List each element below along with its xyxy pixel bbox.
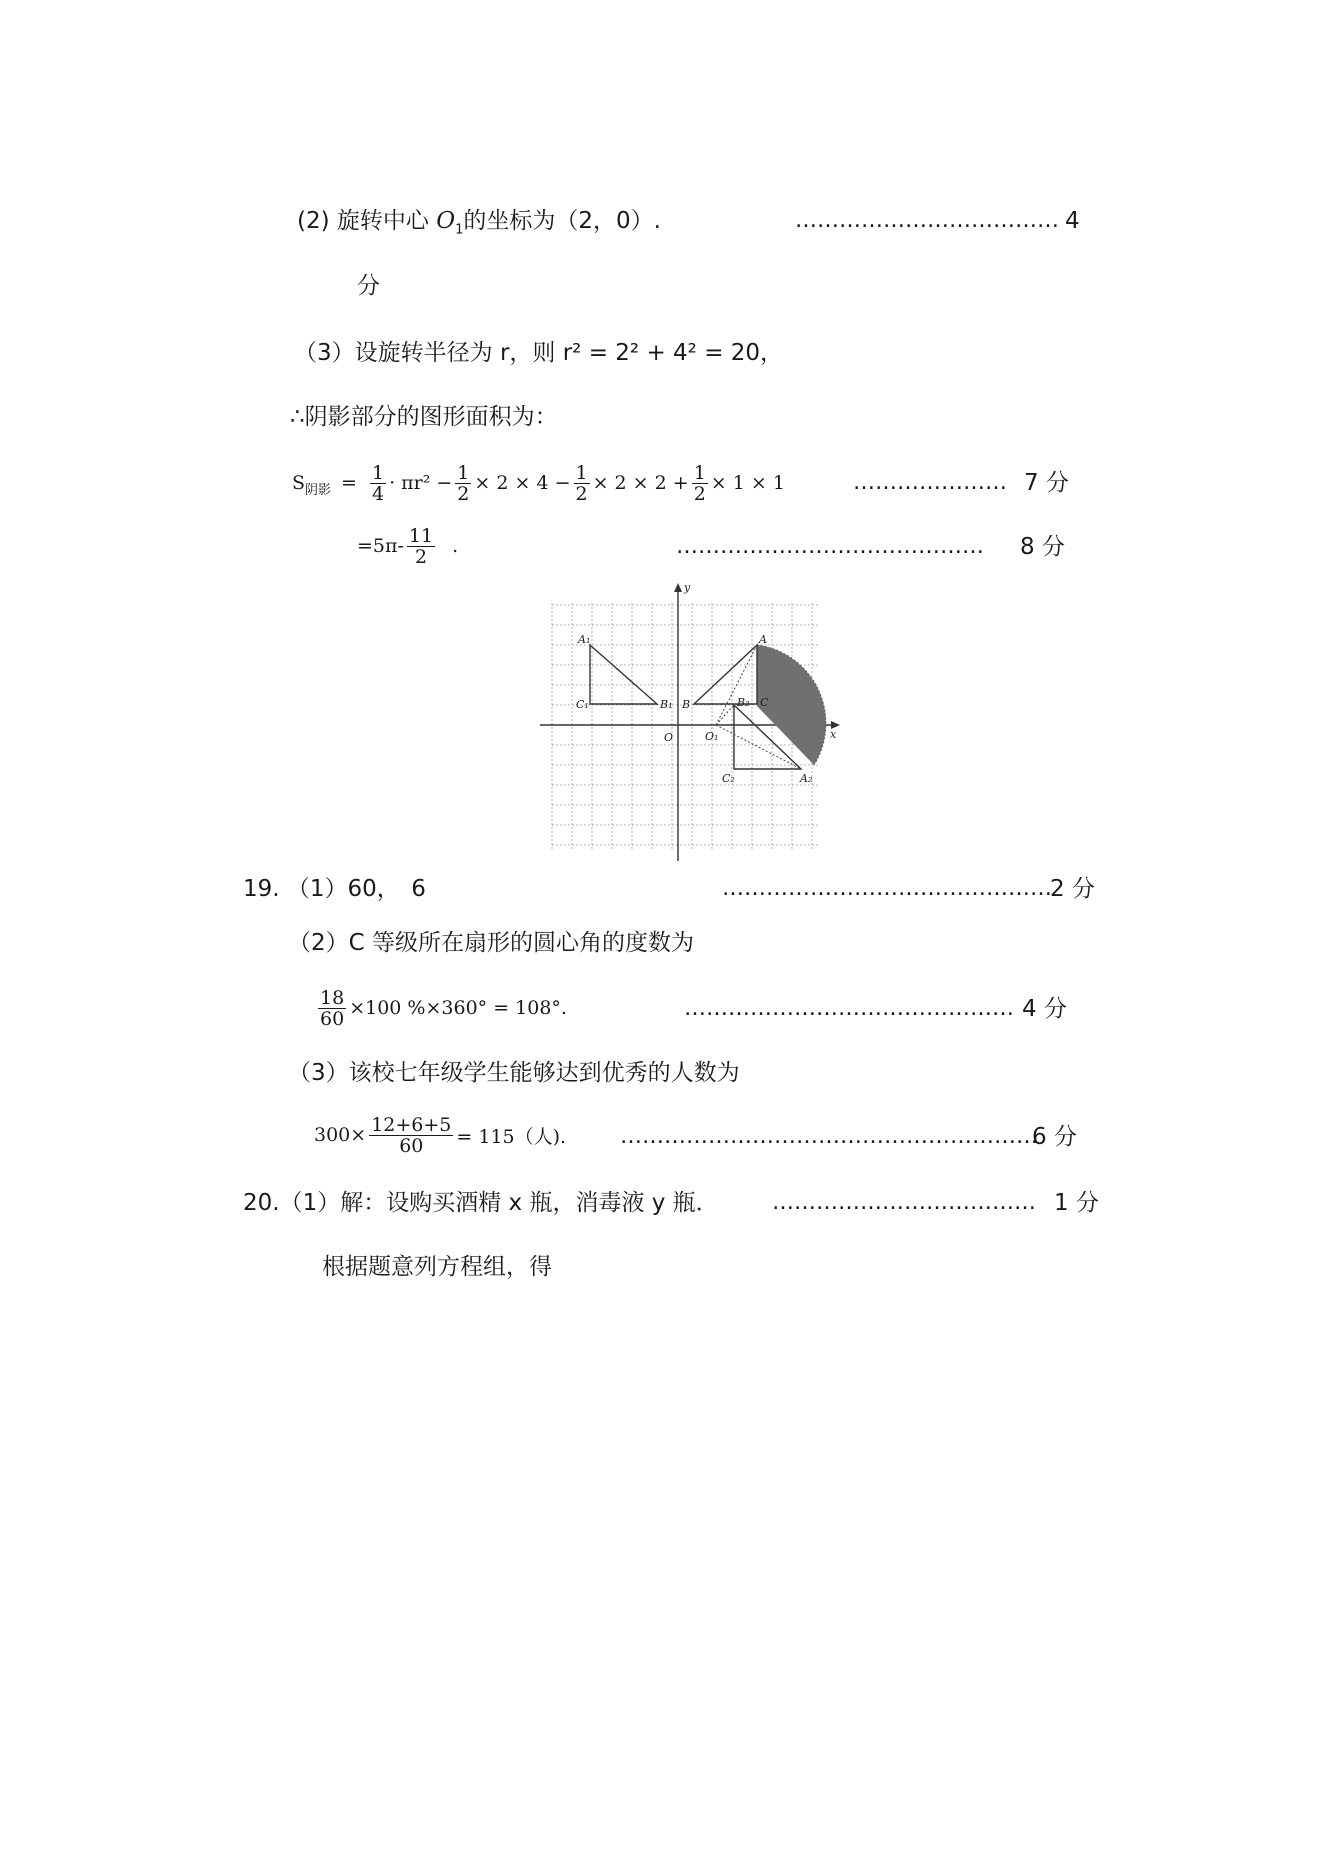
angle-result: ×100 %×360° = 108°.: [349, 997, 567, 1019]
q19-part3: （3）该校七年级学生能够达到优秀的人数为: [288, 1060, 740, 1086]
rotation-center-line: [297, 206, 661, 246]
leader-dots: ………………………………………: [722, 876, 1052, 901]
label-a: A: [759, 633, 767, 646]
leader-dots: ………………………………: [795, 208, 1059, 233]
leader-dots: ………………………………: [772, 1190, 1036, 1215]
fraction-1-2: [574, 463, 590, 504]
frac-num: 1: [371, 461, 385, 484]
frac-num: 1: [457, 461, 470, 484]
s-symbol: S: [292, 472, 306, 494]
label-c2: C₂: [722, 772, 735, 785]
label-a2: A₂: [800, 772, 813, 785]
frac-den: 4: [371, 482, 385, 505]
score-value: 4: [1065, 208, 1080, 234]
q20-part1: 20.（1）解：设购买酒精 x 瓶，消毒液 y 瓶．: [243, 1190, 719, 1216]
q19-part1: 19. （1）60， 6: [243, 876, 426, 902]
rotation-center-coordinates: 的坐标为（2，0）.: [463, 208, 661, 234]
frac-num: 11: [408, 524, 434, 547]
label-o1: O₁: [705, 730, 719, 743]
frac-den: 2: [693, 482, 706, 505]
leader-dots: …………………………………………………: [620, 1124, 1038, 1149]
q19-angle-formula: [315, 980, 567, 1036]
fraction-1-4: [370, 463, 386, 504]
radius-line: （3）设旋转半径为 r，则 r² = 2² + 4² = 20，: [294, 340, 784, 366]
term-2: × 2 × 4 −: [474, 472, 571, 494]
frac-num: 12+6+5: [371, 1113, 452, 1136]
excellent-result: = 115（人).: [456, 1125, 567, 1148]
fraction-1-2: [692, 463, 708, 504]
score-value: 4 分: [1022, 996, 1067, 1022]
o1-symbol: O: [436, 208, 456, 234]
leader-dots: …………………: [853, 470, 1007, 495]
frac-den: 2: [457, 482, 470, 505]
frac-num: 18: [320, 986, 345, 1009]
area-result-prefix: =5π-: [357, 535, 404, 557]
frac-num: 1: [575, 461, 588, 484]
fraction-11-2: [407, 526, 435, 567]
s-subscript: 阴影: [305, 482, 332, 498]
frac-den: 60: [399, 1134, 424, 1157]
label-o: O: [664, 731, 674, 744]
triangle-a1b1c1: [590, 645, 657, 704]
label-x: x: [830, 728, 837, 741]
equals-sign: =: [341, 472, 357, 494]
frac-den: 2: [575, 482, 588, 505]
frac-den: 2: [414, 545, 428, 568]
o1-subscript: 1: [455, 222, 464, 238]
q20-part2: 根据题意列方程组，得: [322, 1254, 552, 1280]
label-c: C: [760, 696, 769, 709]
score-value: 8 分: [1020, 534, 1065, 560]
fraction-23-60: [369, 1115, 453, 1156]
frac-den: 60: [320, 1007, 345, 1030]
frac-num: 1: [693, 461, 706, 484]
fraction-18-60: [318, 988, 346, 1029]
label-b2: B₂: [737, 696, 750, 709]
shaded-area-heading: ∴阴影部分的图形面积为：: [290, 404, 558, 430]
fraction-1-2: [455, 463, 471, 504]
leader-dots: ………………………………………: [684, 996, 1014, 1021]
q19-part2: （2）C 等级所在扇形的圆心角的度数为: [288, 930, 695, 956]
area-formula: [292, 458, 785, 508]
q19-excellent-formula: [314, 1106, 566, 1164]
term-4: × 1 × 1: [710, 472, 785, 494]
rotation-center-text: (2) 旋转中心: [297, 208, 437, 234]
term-1: · πr² −: [389, 472, 453, 494]
score-value: 7 分: [1024, 470, 1069, 496]
score-value: 6 分: [1032, 1124, 1077, 1150]
term-3: × 2 × 2 +: [592, 472, 689, 494]
label-y: y: [684, 581, 691, 594]
formula-prefix: 300×: [314, 1124, 367, 1146]
label-c1: C₁: [576, 698, 589, 711]
label-b: B: [682, 698, 691, 711]
score-unit: 分: [357, 273, 380, 299]
rotation-figure: [530, 575, 850, 865]
label-a1: A₁: [578, 633, 591, 646]
label-b1: B₁: [660, 698, 673, 711]
score-value: 1 分: [1054, 1190, 1099, 1216]
score-value: 2 分: [1050, 876, 1095, 902]
area-result-suffix: .: [452, 535, 459, 557]
area-result: [357, 520, 458, 572]
leader-dots: ……………………………………: [676, 534, 984, 559]
y-axis-arrow: [674, 583, 682, 592]
